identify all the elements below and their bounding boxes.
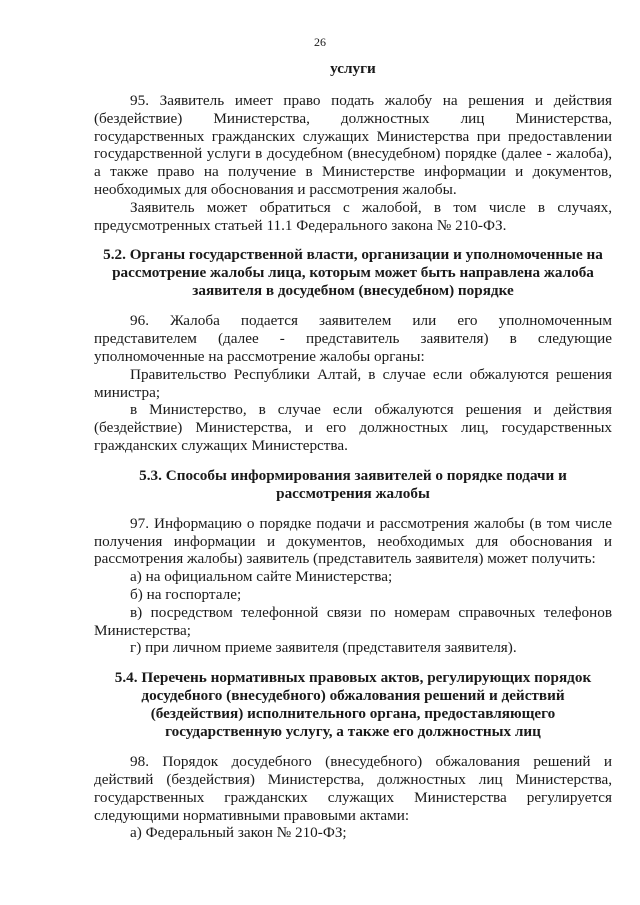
page-number: 26 <box>314 35 326 49</box>
paragraph-96-government: Правительство Республики Алтай, в случае если обжалуются решения министра; <box>94 365 612 401</box>
list-item-c: в) посредством телефонной связи по номерам справочных телефонов Министерства; <box>94 603 612 639</box>
section-heading-5-3: 5.3. Способы информирования заявителей о порядке подачи и рассмотрения жалобы <box>139 466 567 502</box>
section-heading-5-4: 5.4. Перечень нормативных правовых актов, регулирующих порядок досудебного (внесудебного) обжалования решений и действий (бездействия) исполнительного органа, предоставляющего государственную услугу, а также его должностных лиц <box>114 669 592 741</box>
list-item-a: а) на официальном сайте Министерства; <box>130 568 393 586</box>
paragraph-95: 95. Заявитель имеет право подать жалобу на решения и действия (бездействие) Министерства, должностных лиц Министерства, государственных гражданских служащих Министерства при предоставлении государственной услуги в досудебном (внесудебном) порядке (далее - жалоба), а также право на получение в Министерстве информации и документов, необходимых для обоснования и рассмотрения жалобы. <box>94 92 612 198</box>
section-heading-5-2: 5.2. Органы государственной власти, организации и уполномоченные на рассмотрение жалобы лица, которым может быть направлена жалоба заявителя в досудебном (внесудебном) порядке <box>103 246 603 300</box>
paragraph-97: 97. Информацию о порядке подачи и рассмотрения жалобы (в том числе получения информации и документов, необходимых для обоснования и рассмотрения жалобы) заявитель (представитель заявителя) может получить: <box>94 514 612 568</box>
heading-continuation: услуги <box>330 60 376 77</box>
page-body <box>94 60 612 842</box>
paragraph-96-ministry: в Министерство, в случае если обжалуются решения и действия (бездействие) Министерства, и его должностных лиц, государственных гражданских служащих Министерства. <box>94 401 612 454</box>
list-item-b: б) на госпортале; <box>130 585 242 603</box>
paragraph-98: 98. Порядок досудебного (внесудебного) обжалования решений и действий (бездействия) Министерства, должностных лиц Министерства, государственных гражданских служащих Министерства регулируется следующими нормативными правовыми актами: <box>94 753 612 824</box>
list-item-d: г) при личном приеме заявителя (представителя заявителя). <box>130 639 517 657</box>
list-item-law-210: а) Федеральный закон № 210-ФЗ; <box>130 824 347 842</box>
paragraph-95-continued: Заявитель может обратиться с жалобой, в том числе в случаях, предусмотренных статьей 11.1 Федерального закона № 210-ФЗ. <box>94 198 612 234</box>
paragraph-96: 96. Жалоба подается заявителем или его уполномоченным представителем (далее - представитель заявителя) в следующие уполномоченные на рассмотрение жалобы органы: <box>94 312 612 365</box>
